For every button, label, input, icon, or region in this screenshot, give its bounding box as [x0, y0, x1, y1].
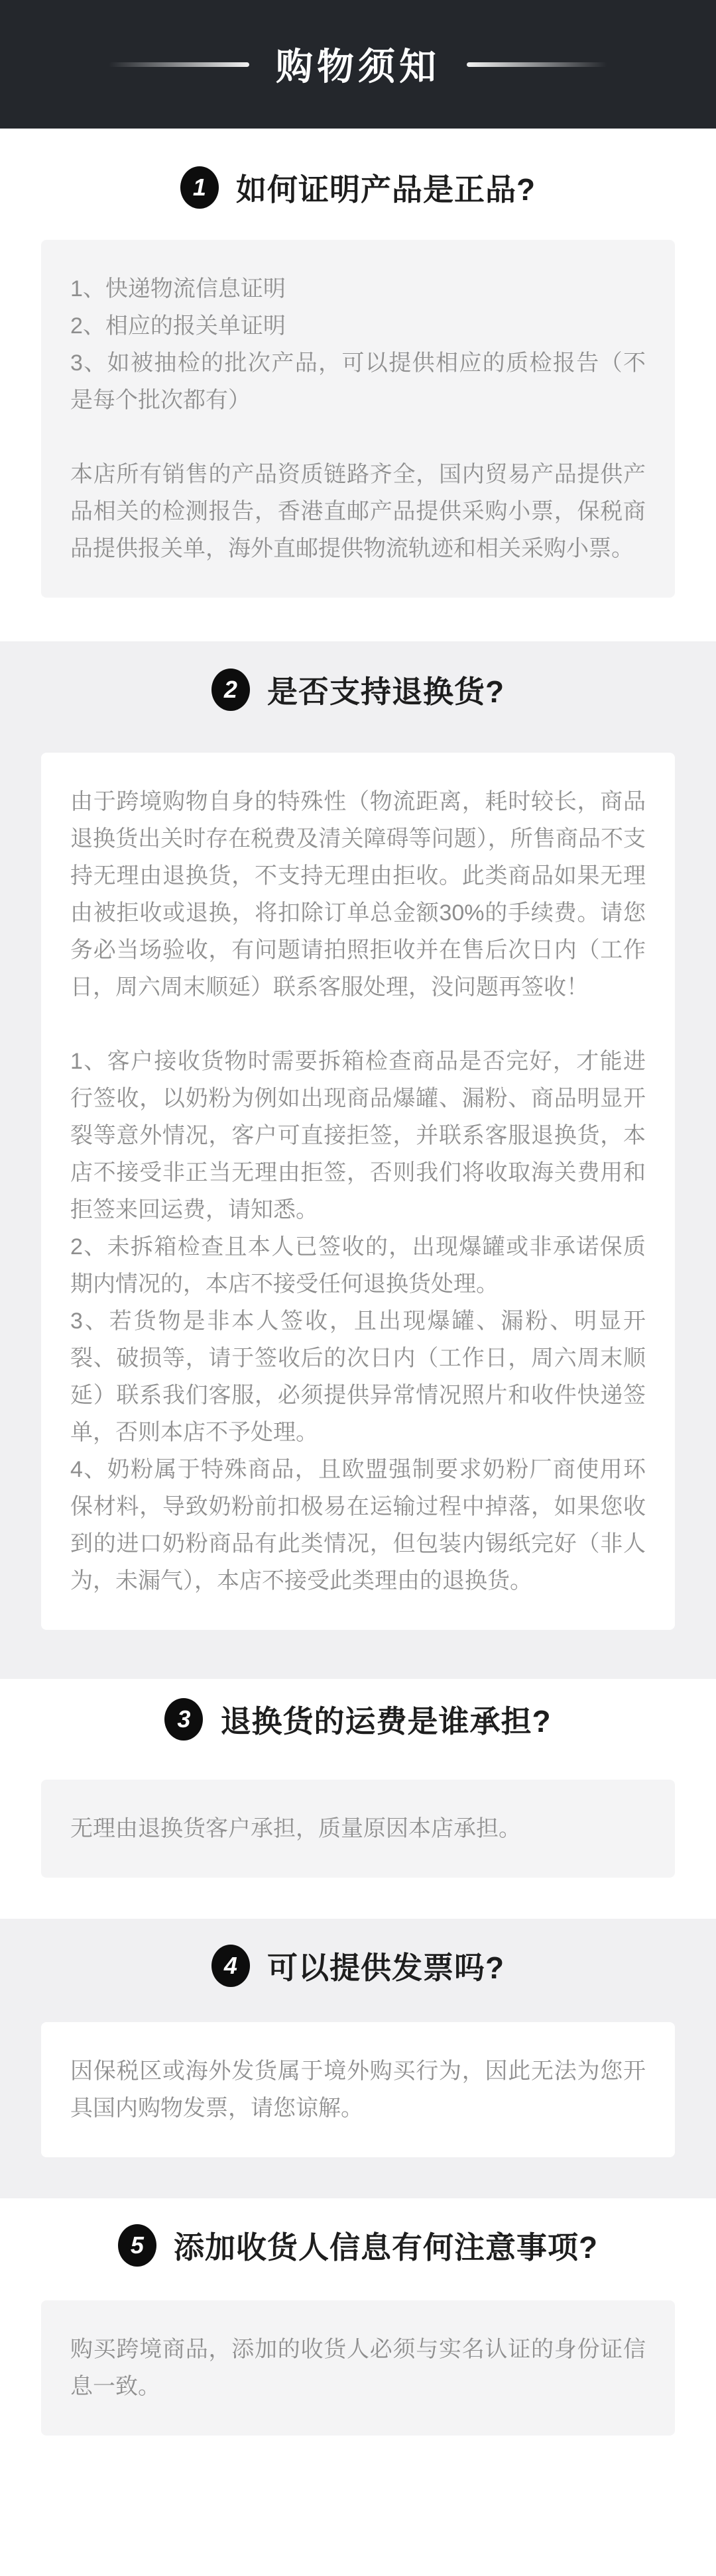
section-recipient-title-row: [0, 2224, 716, 2267]
notice-header: [0, 0, 716, 129]
authenticity-item-2: 2、相应的报关单证明: [70, 313, 286, 339]
section-invoice-content-box: [41, 2022, 675, 2157]
returns-rule-2: 2、未拆箱检查且本人已签收的，出现爆罐或非承诺保质期内情况的，本店不接受任何退换货处理。: [70, 1234, 646, 1297]
section-number-badge-2: 2: [211, 669, 250, 711]
shipping-fee-text: 无理由退换货客户承担，质量原因本店承担。: [70, 1816, 521, 1841]
section-recipient-content-box: [41, 2300, 675, 2436]
section-number-badge-4: 4: [211, 1945, 250, 1987]
section-authenticity: [0, 129, 716, 641]
authenticity-item-3: 3、如被抽检的批次产品，可以提供相应的质检报告（不是每个批次都有）: [70, 350, 646, 413]
section-number-badge-1: 1: [180, 166, 219, 209]
returns-rule-3: 3、若货物是非本人签收，且出现爆罐、漏粉、明显开裂、破损等，请于签收后的次日内（工作日，周六周末顺延）联系我们客服，必须提供异常情况照片和收件快递签单，否则本店不予处理。: [70, 1309, 646, 1445]
returns-rule-1: 1、客户接收货物时需要拆箱检查商品是否完好，才能进行签收，以奶粉为例如出现商品爆罐、漏粉、商品明显开裂等意外情况，客户可直接拒签，并联系客服退换货，本店不接受非正当无理由拒签，否则我们将收取海关费用和拒签来回运费，请知悉。: [70, 1049, 646, 1222]
section-returns-policy: [0, 641, 716, 1679]
header-decorative-line-left: [109, 62, 249, 67]
section-invoice-title-row: [0, 1944, 716, 1988]
section-returns-title-row: [0, 668, 716, 712]
section-returns-content-box: [41, 753, 675, 1630]
returns-intro: 由于跨境购物自身的特殊性（物流距离，耗时较长，商品退换货出关时存在税费及清关障碍等问题），所售商品不支持无理由退换货，不支持无理由拒收。此类商品如果无理由被拒收或退换，将扣除订单总金额30%的手续费。请您务必当场验收，有问题请拍照拒收并在售后次日内（工作日，周六周末顺延）联系客服处理，没问题再签收！: [70, 789, 646, 1000]
section-authenticity-title-row: [0, 166, 716, 209]
authenticity-item-1: 1、快递物流信息证明: [70, 276, 286, 301]
section-number-badge-5: 5: [118, 2224, 156, 2267]
returns-rule-4: 4、奶粉属于特殊商品，且欧盟强制要求奶粉厂商使用环保材料，导致奶粉前扣极易在运输过程中掉落，如果您收到的进口奶粉商品有此类情况，但包装内锡纸完好（非人为，未漏气），本店不接受此类理由的退换货。: [70, 1457, 646, 1593]
header-decorative-line-right: [467, 62, 607, 67]
section-authenticity-content-box: [41, 240, 675, 598]
section-return-shipping-fee: [0, 1679, 716, 1919]
section-returns-title: 是否支持退换货?: [267, 674, 505, 709]
section-shipping-fee-content-box: [41, 1780, 675, 1878]
section-authenticity-title: 如何证明产品是正品?: [235, 172, 536, 207]
invoice-text: 因保税区或海外发货属于境外购买行为，因此无法为您开具国内购物发票，请您谅解。: [70, 2059, 646, 2121]
section-recipient-info: [0, 2198, 716, 2483]
section-shipping-fee-title-row: [0, 1697, 716, 1741]
section-invoice: [0, 1919, 716, 2198]
section-number-badge-3: 3: [164, 1698, 203, 1741]
section-shipping-fee-title: 退换货的运费是谁承担?: [220, 1704, 552, 1739]
section-invoice-title: 可以提供发票吗?: [267, 1951, 505, 1985]
page-title: 购物须知: [276, 46, 440, 87]
recipient-text: 购买跨境商品，添加的收货人必须与实名认证的身份证信息一致。: [70, 2337, 646, 2399]
authenticity-summary: 本店所有销售的产品资质链路齐全，国内贸易产品提供产品相关的检测报告，香港直邮产品提供采购小票，保税商品提供报关单，海外直邮提供物流轨迹和相关采购小票。: [70, 462, 646, 561]
section-recipient-title: 添加收货人信息有何注意事项?: [173, 2230, 599, 2265]
